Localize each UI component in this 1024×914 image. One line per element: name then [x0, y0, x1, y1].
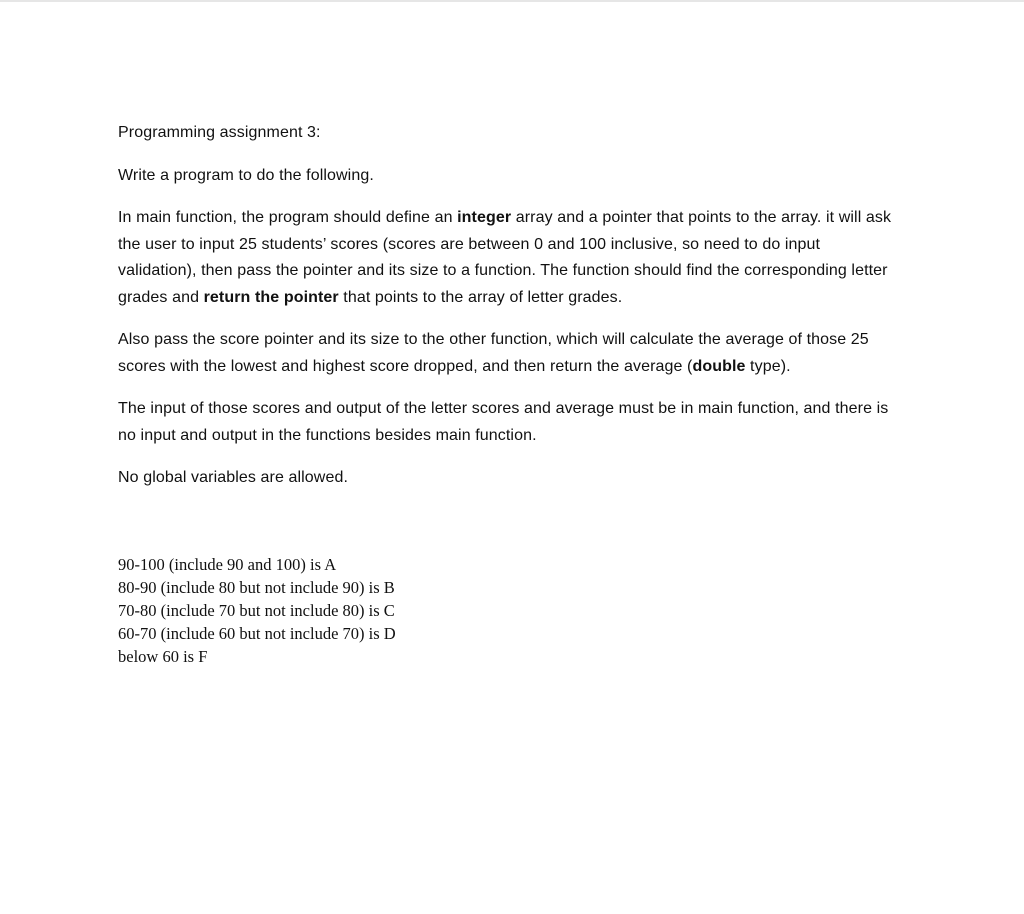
- text-segment: Also pass the score pointer and its size to the other function, which will calculate the average of those 25 scores with the lowest and highest score dropped, and then return the average (: [118, 331, 869, 375]
- grade-line-d: 60-70 (include 60 but not include 70) is D: [118, 624, 396, 643]
- text-segment: type).: [745, 357, 791, 375]
- grade-line-f: below 60 is F: [118, 647, 208, 666]
- assignment-heading: Programming assignment 3:: [118, 124, 321, 141]
- text-segment: array and a pointer that points to the array. it will ask the user to input 25 students’ scores (scores are between 0 and 100 inclusive, so need to do input validation), then pass the pointer and its size to a function. The function should find the corresponding letter grades and: [118, 209, 892, 306]
- bold-return-pointer: return the pointer: [203, 288, 339, 306]
- bold-integer: integer: [457, 209, 512, 226]
- grade-line-c: 70-80 (include 70 but not include 80) is C: [118, 601, 395, 620]
- top-divider: [0, 0, 1024, 2]
- grade-line-a: 90-100 (include 90 and 100) is A: [118, 555, 337, 574]
- bold-double: double: [692, 357, 746, 375]
- intro-line: Write a program to do the following.: [118, 166, 374, 184]
- paragraph-main-function: [118, 205, 898, 311]
- document-body: [118, 120, 898, 492]
- paragraph-average-function: [118, 327, 898, 380]
- grade-line-b: 80-90 (include 80 but not include 90) is B: [118, 578, 395, 597]
- text-segment: that points to the array of letter grades.: [338, 288, 623, 306]
- grade-scale-list: [118, 553, 718, 668]
- text-segment: In main function, the program should define an: [118, 209, 458, 226]
- paragraph-global-vars: No global variables are allowed.: [118, 469, 348, 486]
- paragraph-io-rules: The input of those scores and output of the letter scores and average must be in main function, and there is no input and output in the functions besides main function.: [118, 400, 889, 444]
